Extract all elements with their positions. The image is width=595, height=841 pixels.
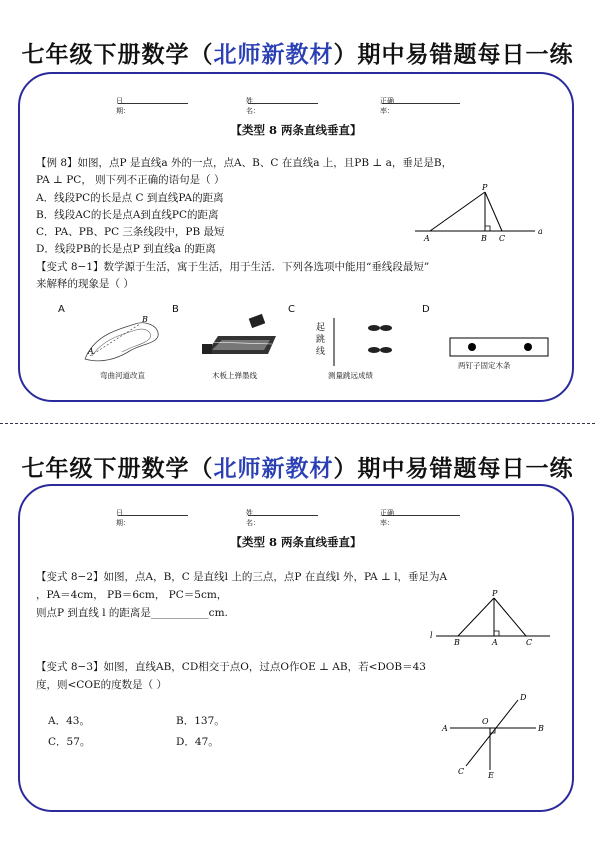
pic-label-a: A	[58, 304, 65, 315]
perpendicular-figure	[430, 589, 560, 647]
variant-82-text-3: 则点P 到直线 l 的距离是___________cm.	[36, 607, 228, 619]
title-text: 七年级下册数学（	[21, 456, 214, 482]
variant-83-text-2: 度，则<COE的度数是（ ）	[36, 679, 167, 691]
label-c: C	[499, 234, 506, 243]
label-c: C	[526, 638, 533, 647]
pic-label-c: C	[288, 304, 295, 315]
date-label: 日期：	[116, 97, 130, 115]
label-p: P	[492, 589, 498, 598]
sheet2-title	[0, 450, 595, 483]
label-e: E	[488, 771, 494, 780]
date-blank[interactable]	[118, 96, 188, 104]
caption-b: 木板上弹墨线	[212, 371, 257, 380]
page-divider	[0, 423, 595, 424]
river-label-b: B	[142, 315, 148, 324]
caption-d: 两钉子固定木条	[458, 361, 511, 370]
variant-text-2: 来解释的现象是（ ）	[36, 278, 134, 290]
pic-label-b: B	[172, 304, 179, 315]
option-c: C．57。	[48, 736, 91, 748]
option-a: A．线段PC的长是点 C 到直线PA的距离	[36, 192, 224, 204]
label-p: P	[482, 183, 488, 192]
sheet1-card	[18, 72, 574, 402]
river-picture	[80, 314, 180, 369]
label-o: O	[482, 717, 489, 726]
name-label: 姓名：	[246, 97, 260, 115]
option-d: D．线段PB的长是点P 到直线a 的距离	[36, 243, 216, 255]
pic-label-d: D	[422, 304, 430, 315]
label-b: B	[454, 638, 460, 647]
rate-blank[interactable]	[382, 508, 460, 516]
label-d: D	[520, 693, 527, 702]
name-blank[interactable]	[248, 508, 318, 516]
label-b: B	[538, 724, 544, 733]
board-picture	[198, 314, 288, 364]
label-a: A	[492, 638, 498, 647]
option-b: B．137。	[176, 715, 225, 727]
example-text-2: PA ⊥ PC， 则下列不正确的语句是（ ）	[36, 174, 225, 186]
type-heading: 【类型 8 两条直线垂直】	[230, 123, 362, 137]
caption-a: 弯曲河道改直	[100, 371, 145, 380]
variant-83-text: 【变式 8−3】如图，直线AB，CD相交于点O，过点O作OE ⊥ AB，若<DOB＝43	[36, 661, 426, 673]
date-blank[interactable]	[118, 508, 188, 516]
variant-82-text: 【变式 8−2】如图，点A，B，C 是直线l 上的三点，点P 在直线l 外，PA ⊥ l，垂足为A	[36, 571, 448, 583]
variant-text: 【变式 8−1】数学源于生活，寓于生活，用于生活．下列各选项中能用“垂线段最短”	[36, 261, 430, 273]
caption-c: 测量跳远成绩	[328, 371, 373, 380]
label-l: l	[430, 631, 433, 640]
variant-82-text-2: ，PA＝4cm， PB＝6cm， PC＝5cm，	[36, 589, 228, 601]
option-b: B．线段AC的长是点A到直线PC的距离	[36, 209, 219, 221]
title-text: 七年级下册数学（	[21, 42, 214, 68]
title-text-end: ）期中易错题每日一练	[333, 456, 574, 482]
type-heading: 【类型 8 两条直线垂直】	[230, 535, 362, 549]
nails-picture	[448, 336, 552, 358]
rate-label: 正确率：	[380, 509, 394, 527]
triangle-figure	[410, 183, 550, 246]
river-label-a: A	[88, 347, 94, 356]
option-d: D．47。	[176, 736, 219, 748]
date-label: 日期：	[116, 509, 130, 527]
rate-label: 正确率：	[380, 97, 394, 115]
jump-picture	[332, 318, 412, 368]
label-a: A	[424, 234, 430, 243]
label-c: C	[458, 767, 465, 776]
rate-blank[interactable]	[382, 96, 460, 104]
example-text: 【例 8】如图，点P 是直线a 外的一点，点A、B、C 在直线a 上，且PB ⊥ a，垂足是B，	[36, 157, 453, 169]
label-b: B	[481, 234, 487, 243]
label-a: A	[442, 724, 448, 733]
name-blank[interactable]	[248, 96, 318, 104]
title-highlight: 北师新教材	[213, 42, 334, 68]
sheet1-title	[0, 36, 595, 69]
name-label: 姓名：	[246, 509, 260, 527]
option-a: A．43。	[48, 715, 90, 727]
title-highlight: 北师新教材	[213, 456, 334, 482]
label-line-a: a	[538, 227, 543, 236]
intersecting-lines-figure	[440, 693, 550, 780]
option-c: C．PA、PB、PC 三条线段中，PB 最短	[36, 226, 225, 238]
jump-line-label: 起跳线	[316, 323, 326, 357]
title-text-end: ）期中易错题每日一练	[333, 42, 574, 68]
sheet2-card	[18, 484, 574, 812]
